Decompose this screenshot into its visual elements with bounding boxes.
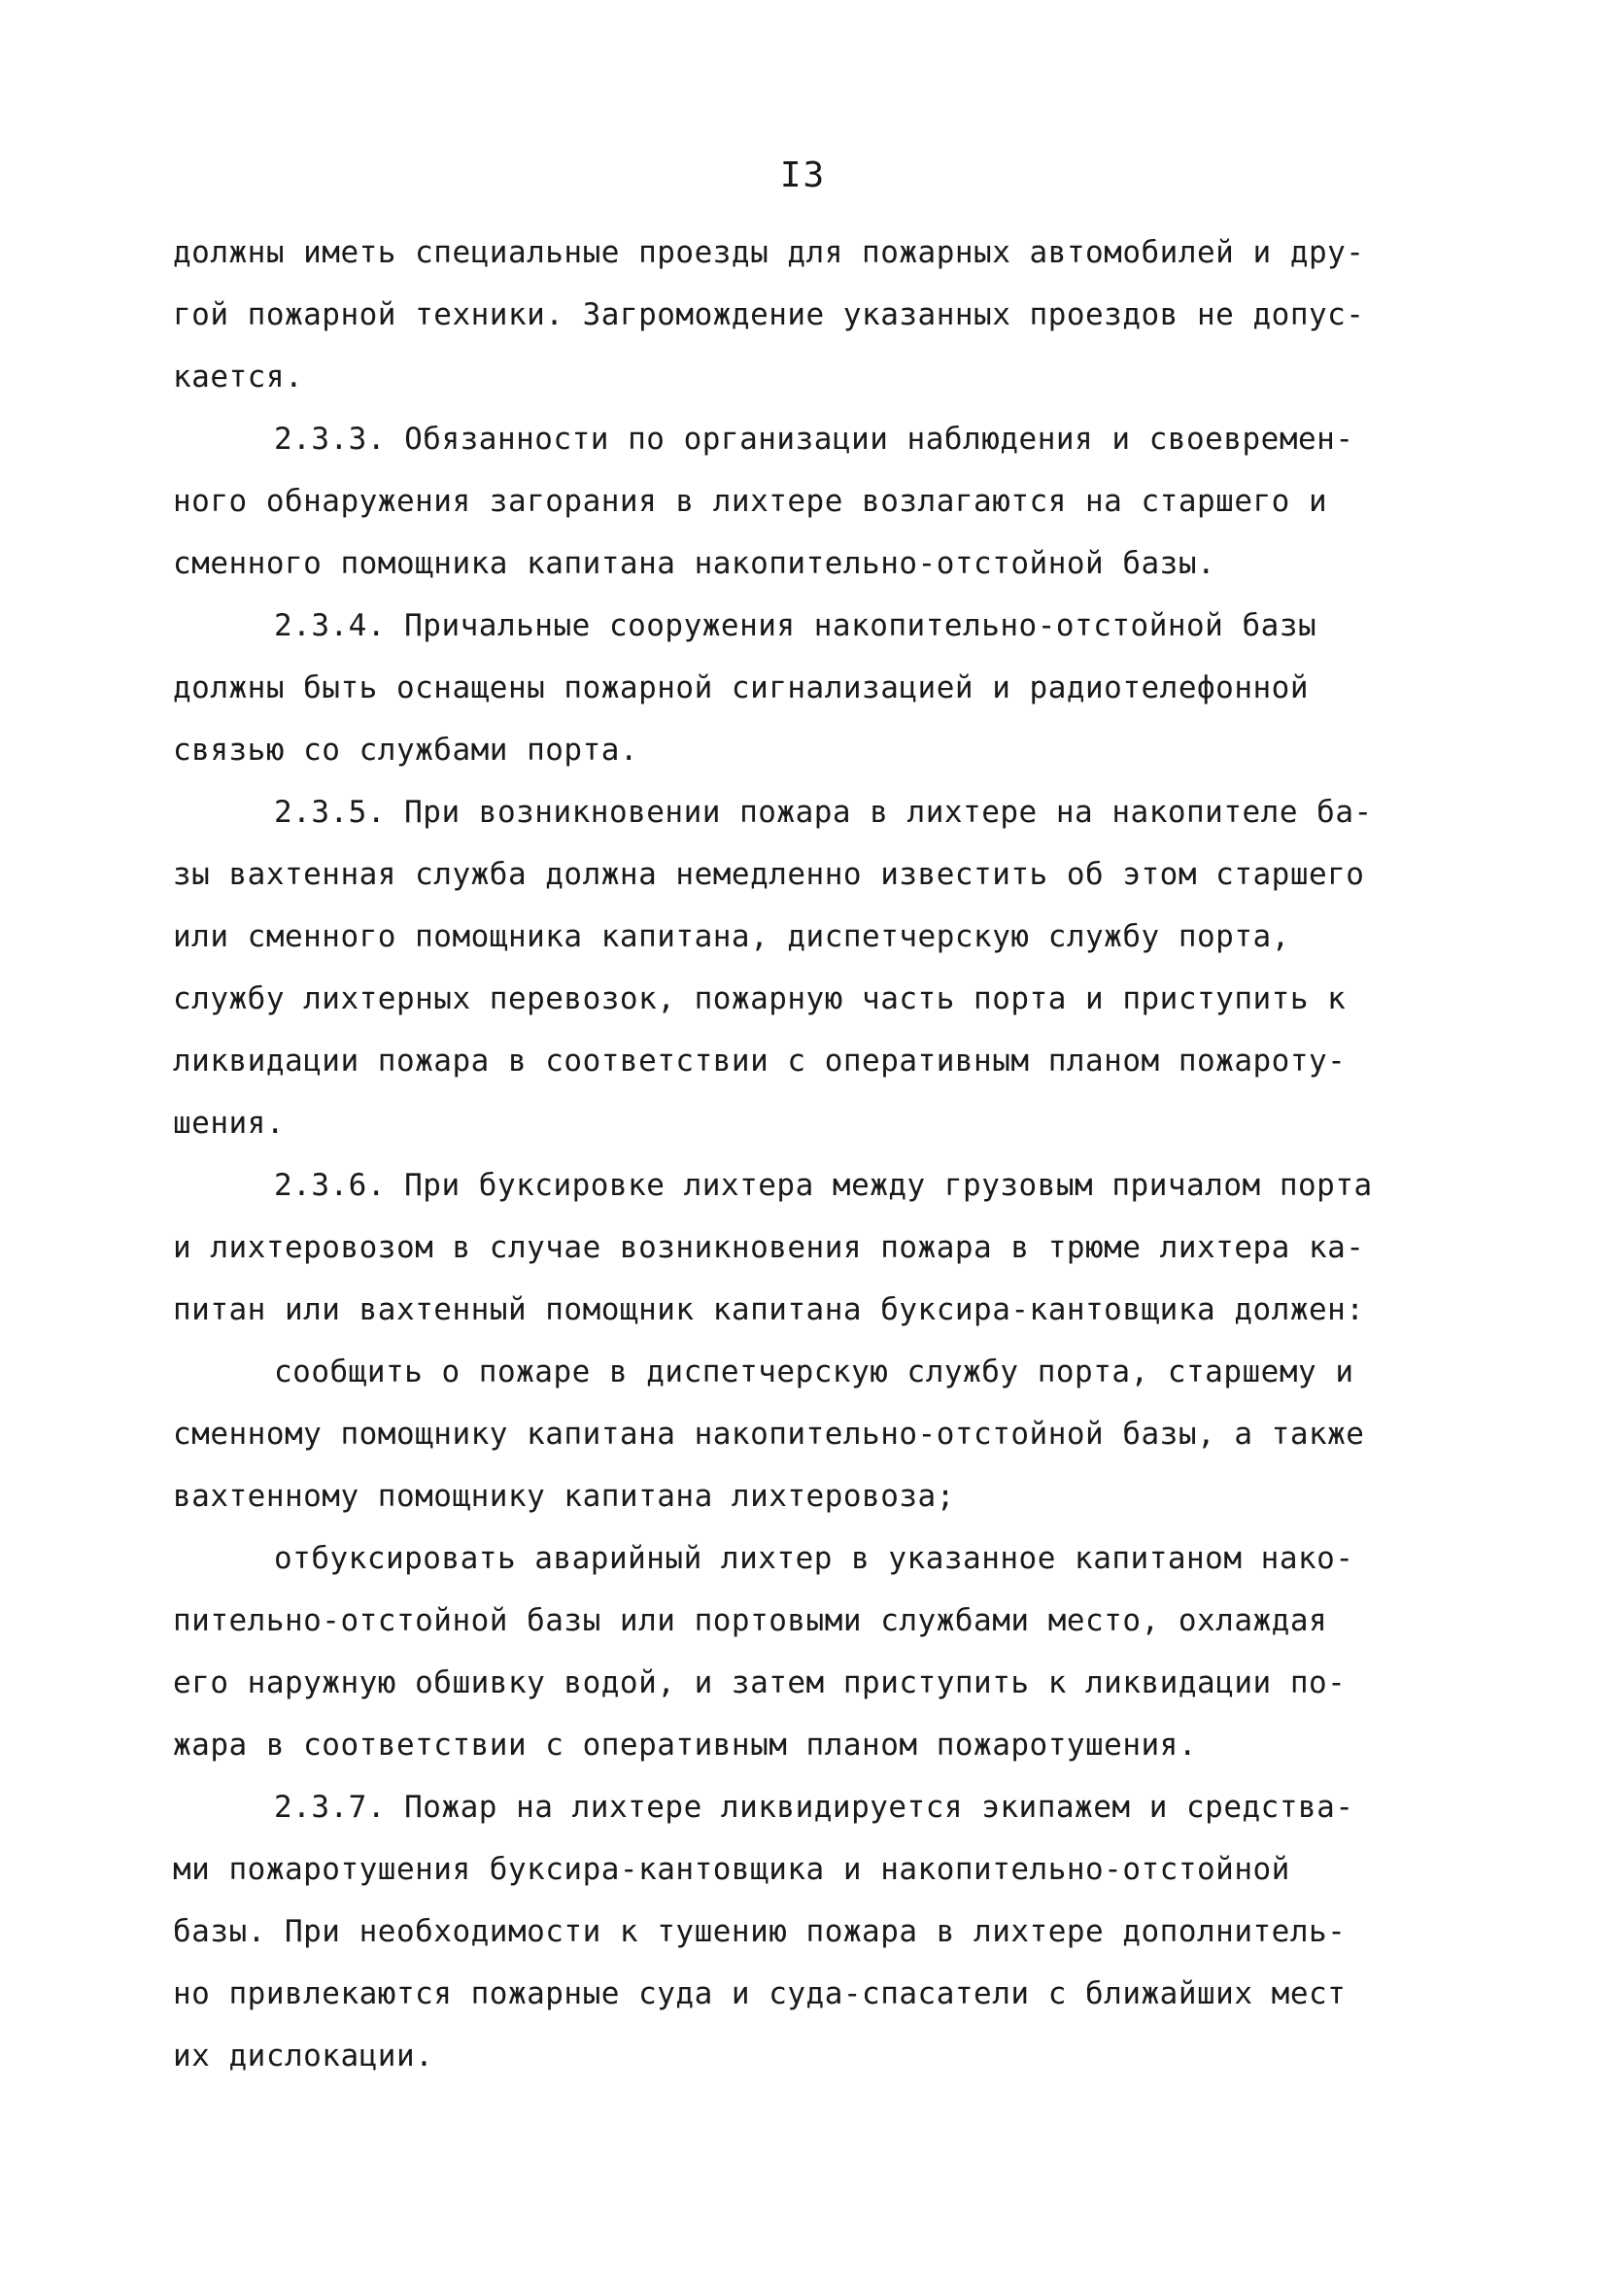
text-line: ного обнаружения загорания в лихтере возлагаются на старшего и — [173, 484, 1328, 519]
text-line: кается. — [173, 360, 304, 394]
text-line: вахтенному помощнику капитана лихтеровоза; — [173, 1479, 955, 1514]
text-line: 2.3.6. При буксировке лихтера между грузовым причалом порта — [274, 1168, 1373, 1203]
text-line: базы. При необходимости к тушению пожара в лихтере дополнитель- — [173, 1914, 1347, 1949]
text-line: но привлекаются пожарные суда и суда-спасатели с ближайших мест — [173, 1976, 1347, 2011]
text-line: 2.3.3. Обязанности по организации наблюдения и своевремен- — [274, 422, 1354, 457]
text-line: их дислокации. — [173, 2039, 434, 2073]
text-line: 2.3.5. При возникновении пожара в лихтере на накопителе ба- — [274, 795, 1373, 830]
body-text — [173, 222, 1436, 2087]
text-line: шения. — [173, 1106, 285, 1141]
text-line: сменному помощнику капитана накопительно-отстойной базы, а также — [173, 1417, 1365, 1452]
text-line: ми пожаротушения буксира-кантовщика и накопительно-отстойной — [173, 1852, 1290, 1887]
text-line: 2.3.4. Причальные сооружения накопительно-отстойной базы — [274, 608, 1317, 643]
text-line: 2.3.7. Пожар на лихтере ликвидируется экипажем и средства- — [274, 1790, 1354, 1825]
text-line: и лихтеровозом в случае возникновения пожара в трюме лихтера ка- — [173, 1230, 1365, 1265]
text-line: или сменного помощника капитана, диспетчерскую службу порта, — [173, 919, 1290, 954]
text-line: гой пожарной техники. Загромождение указанных проездов не допус- — [173, 297, 1365, 332]
text-line: должны иметь специальные проезды для пожарных автомобилей и дру- — [173, 235, 1365, 270]
text-line: сообщить о пожаре в диспетчерскую службу порта, старшему и — [274, 1354, 1354, 1389]
text-line: его наружную обшивку водой, и затем приступить к ликвидации по- — [173, 1665, 1347, 1700]
text-line: отбуксировать аварийный лихтер в указанное капитаном нако- — [274, 1541, 1354, 1576]
page-number: I3 — [779, 155, 827, 195]
text-line: ликвидации пожара в соответствии с оперативным планом пожароту- — [173, 1044, 1347, 1079]
text-line: связью со службами порта. — [173, 733, 639, 768]
text-line: зы вахтенная служба должна немедленно известить об этом старшего — [173, 857, 1365, 892]
text-line: должны быть оснащены пожарной сигнализацией и радиотелефонной — [173, 670, 1309, 705]
text-line: пительно-отстойной базы или портовыми службами место, охлаждая — [173, 1603, 1328, 1638]
text-line: питан или вахтенный помощник капитана буксира-кантовщика должен: — [173, 1292, 1365, 1327]
text-line: службу лихтерных перевозок, пожарную часть порта и приступить к — [173, 981, 1347, 1016]
text-line: жара в соответствии с оперативным планом пожаротушения. — [173, 1728, 1197, 1763]
text-line: сменного помощника капитана накопительно-отстойной базы. — [173, 546, 1216, 581]
